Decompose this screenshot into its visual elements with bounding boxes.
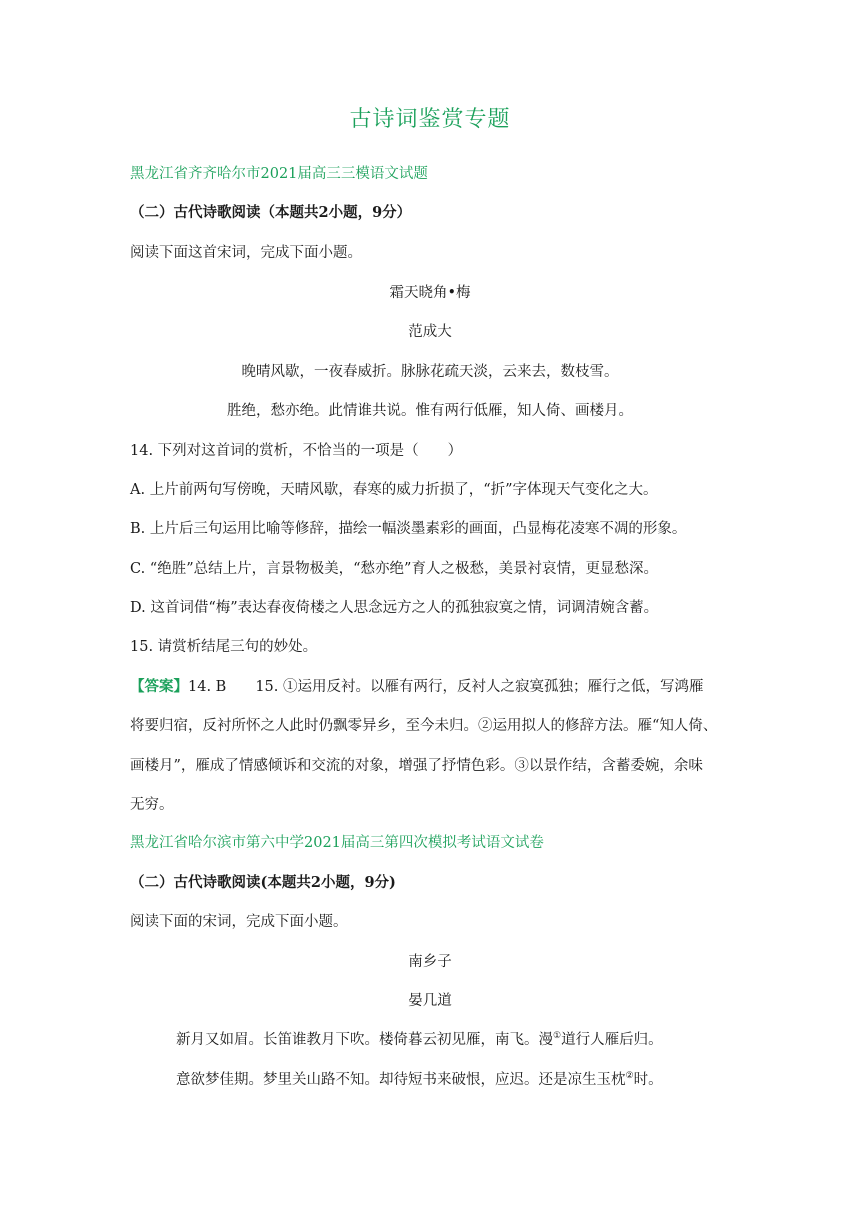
option-d: D. 这首词借“梅”表达春夜倚楼之人思念远方之人的孤独寂寞之情，词调清婉含蓄。 [130, 600, 659, 616]
poem2-line-2-b: 时。 [633, 1072, 663, 1088]
poem-line-2: 胜绝，愁亦绝。此情谁共说。惟有两行低雁，知人倚、画楼月。 [227, 403, 633, 419]
poem2-line-2-a: 意欲梦佳期。梦里关山路不知。却待短书来破恨，应迟。还是凉生玉枕 [176, 1072, 626, 1088]
answer-line-2: 将要归宿，反衬所怀之人此时仍飘零异乡，至今未归。②运用拟人的修辞方法。雁“知人倚、 [130, 718, 718, 734]
poem2-line-1-b: 道行人雁后归。 [561, 1032, 663, 1048]
poem2-line-1-a: 新月又如眉。长笛谁教月下吹。楼倚暮云初见雁，南飞。漫 [176, 1032, 553, 1048]
answer-line-1 [130, 677, 740, 697]
page-title: 古诗词鉴赏专题 [349, 107, 511, 132]
answer-tag: 【答案】 [130, 678, 188, 695]
footnote-1-marker: ① [553, 1031, 562, 1042]
source-2: 黑龙江省哈尔滨市第六中学2021届高三第四次模拟考试语文试卷 [130, 835, 544, 851]
poem2-line-2 [176, 1070, 786, 1090]
instruction-2: 阅读下面的宋词，完成下面小题。 [130, 914, 348, 930]
source-1: 黑龙江省齐齐哈尔市2021届高三三模语文试题 [130, 166, 428, 182]
instruction-1: 阅读下面这首宋词，完成下面小题。 [130, 245, 362, 261]
poem-author-2: 晏几道 [408, 993, 452, 1009]
footnote-2-marker: ② [625, 1071, 634, 1082]
poem-title-2: 南乡子 [408, 954, 452, 970]
option-c: C. “绝胜”总结上片，言景物极美，“愁亦绝”育人之极愁，美景衬哀情，更显愁深。 [130, 561, 658, 577]
option-b: B. 上片后三句运用比喻等修辞，描绘一幅淡墨素彩的画面，凸显梅花凌寒不凋的形象。 [130, 521, 687, 537]
section-heading-2: （二）古代诗歌阅读(本题共2小题，9分) [130, 874, 396, 891]
poem-title-1: 霜天晓角•梅 [389, 285, 471, 301]
question-14: 14. 下列对这首词的赏析，不恰当的一项是（ ） [130, 443, 463, 459]
poem-author-1: 范成大 [408, 324, 452, 340]
answer-line-3: 画楼月”，雁成了情感倾诉和交流的对象，增强了抒情色彩。③以景作结，含蓄委婉，余味 [130, 758, 703, 774]
poem2-line-1 [176, 1030, 786, 1050]
section-heading-1: （二）古代诗歌阅读（本题共2小题，9分） [130, 204, 412, 221]
question-15: 15. 请赏析结尾三句的妙处。 [130, 639, 318, 655]
answer-text-1: 14. B 15. ①运用反衬。以雁有两行，反衬人之寂寞孤独；雁行之低，写鸿雁 [188, 679, 704, 695]
answer-line-4: 无穷。 [130, 797, 174, 813]
poem-line-1: 晚晴风歇，一夜春威折。脉脉花疏天淡，云来去，数枝雪。 [241, 364, 619, 380]
option-a: A. 上片前两句写傍晚，天晴风歇，春寒的威力折损了，“折”字体现天气变化之大。 [130, 482, 658, 498]
